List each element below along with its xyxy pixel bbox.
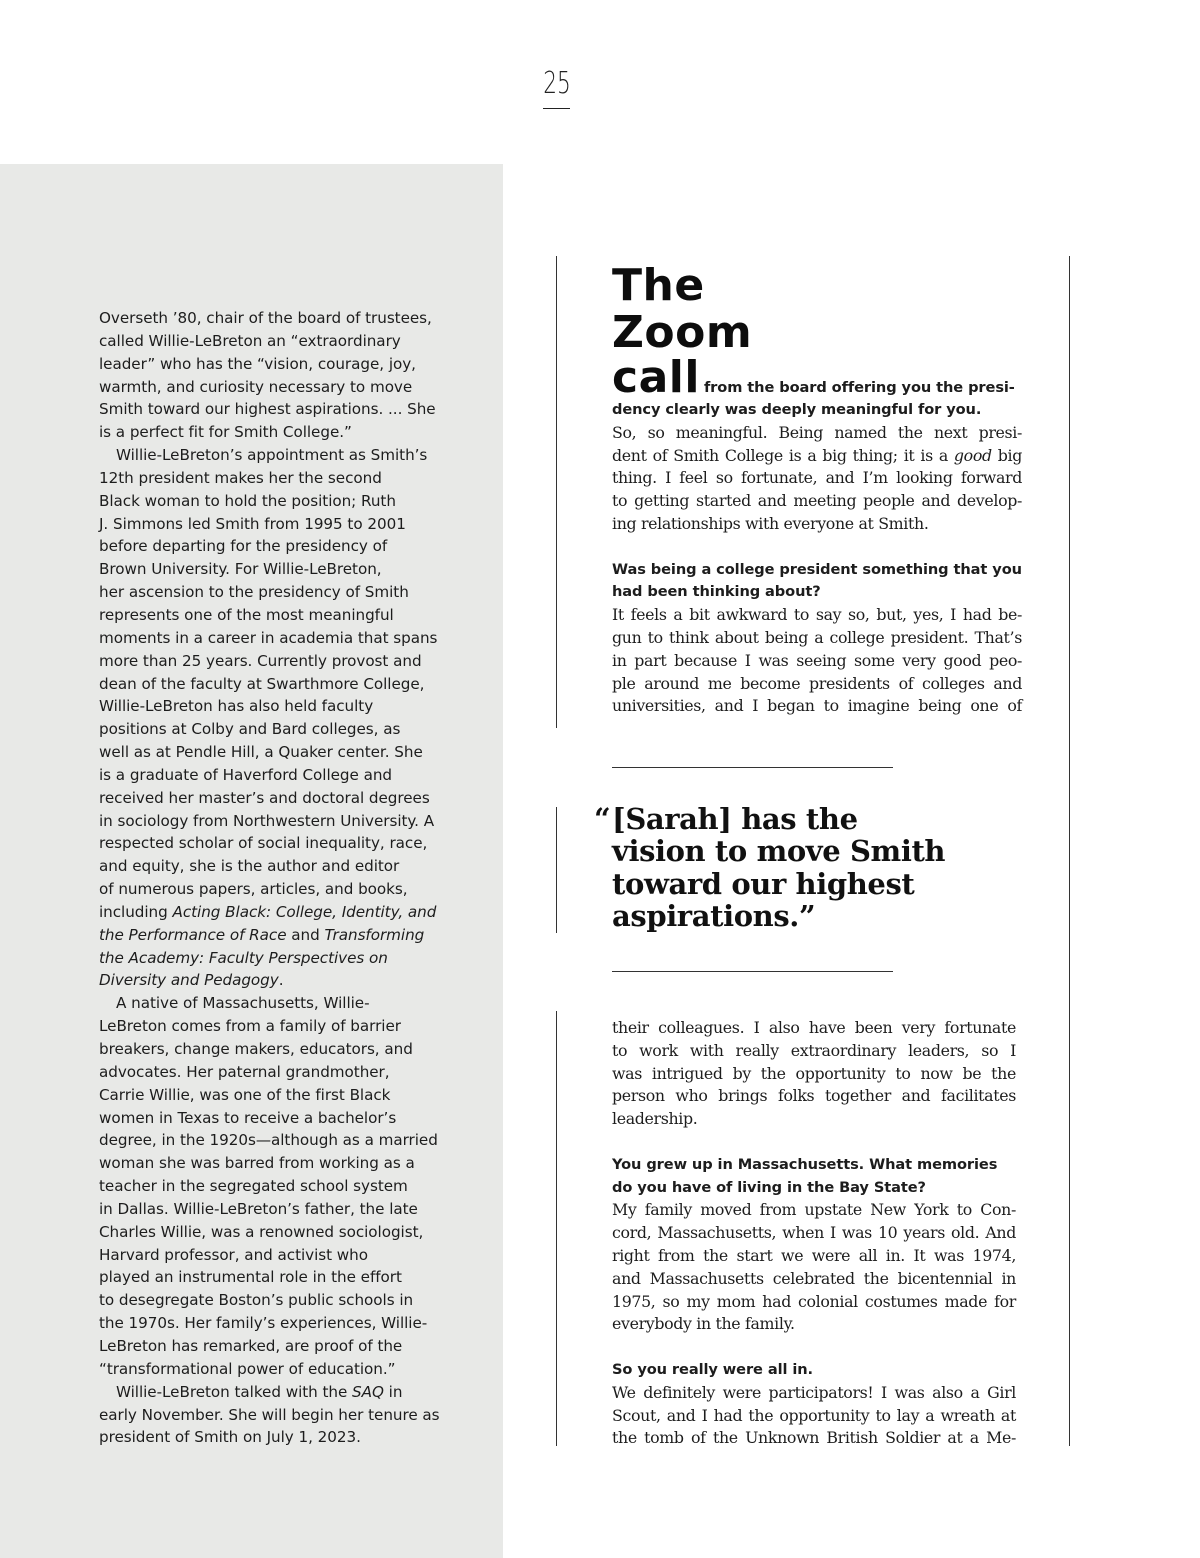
intro-line: Smith toward our highest aspirations. ... She [99, 400, 436, 419]
intro-line: 12th president makes her the second [99, 468, 382, 487]
headline-question-line [612, 352, 1015, 403]
intro-line: Overseth ’80, chair of the board of trustees, [99, 309, 432, 327]
answer-4 [612, 1382, 1016, 1450]
intro-line: well as at Pendle Hill, a Quaker center. She [99, 743, 423, 762]
intro-line: Black woman to hold the position; Ruth [99, 491, 396, 510]
intro-line: A native of Massachusetts, Willie- [116, 994, 370, 1013]
intro-line: degree, in the 1920s—although as a married [99, 1131, 438, 1150]
intro-line: respected scholar of social inequality, race, [99, 834, 428, 853]
pull-quote-line: [Sarah] has the [612, 802, 858, 836]
text-line: universities, and I began to imagine being one of [612, 696, 1022, 716]
text-line: gun to think about being a college president. That’s [612, 627, 1022, 647]
intro-line: president of Smith on July 1, 2023. [99, 1428, 361, 1447]
pull-quote-rule-bottom [612, 971, 893, 972]
intro-line: represents one of the most meaningful [99, 605, 394, 624]
text-line: So you really were all in. [612, 1360, 813, 1378]
pull-quote [594, 802, 946, 933]
headline-word-1: The [612, 260, 705, 311]
answer-2-continued [612, 1017, 1016, 1131]
text-line: right from the start we were all in. It was 1974, [612, 1245, 1016, 1265]
page-number: 25 [543, 66, 571, 101]
text-line: We definitely were participators! I was also a Girl [612, 1382, 1016, 1402]
text-line: to getting started and meeting people and develop- [612, 491, 1022, 511]
interview-headline [612, 262, 752, 356]
intro-line: women in Texas to receive a bachelor’s [99, 1108, 397, 1127]
text-line: cord, Massachusetts, when I was 10 years old. And [612, 1223, 1016, 1243]
text-line: 1975, so my mom had colonial costumes made for [612, 1291, 1016, 1311]
text-line: to work with really extraordinary leaders, so I [612, 1040, 1016, 1060]
pull-quote-open-mark: “ [594, 802, 611, 836]
intro-line: the Academy: Faculty Perspectives on [99, 948, 388, 967]
intro-line: dean of the faculty at Swarthmore College, [99, 674, 425, 693]
column-rule-right [1069, 256, 1070, 1446]
intro-line: her ascension to the presidency of Smith [99, 583, 409, 602]
intro-line: including Acting Black: College, Identity, and [99, 902, 437, 921]
intro-line: in sociology from Northwestern University. A [99, 811, 435, 830]
text-line: ple around me become presidents of colleges and [612, 673, 1022, 693]
text-line: do you have of living in the Bay State? [612, 1178, 926, 1196]
text-line: It feels a bit awkward to say so, but, yes, I had be- [612, 605, 1022, 625]
answer-1 [612, 422, 1022, 536]
column-rule-left-top [556, 256, 557, 728]
text-line: So, so meaningful. Being named the next presi- [612, 422, 1022, 442]
answer-3 [612, 1199, 1016, 1336]
intro-line: is a perfect fit for Smith College.” [99, 423, 352, 442]
question-4 [612, 1359, 1016, 1382]
intro-line: LeBreton comes from a family of barrier [99, 1017, 401, 1036]
question-1-start: from the board offering you the presi- [703, 379, 1015, 396]
intro-line: is a graduate of Haverford College and [99, 765, 393, 784]
text-line: Scout, and I had the opportunity to lay a wreath at [612, 1405, 1016, 1425]
text-line: My family moved from upstate New York to Con- [612, 1200, 1016, 1220]
intro-line: before departing for the presidency of [99, 537, 388, 556]
text-line: Was being a college president something that you [612, 560, 1022, 578]
text-line: in part because I was seeing some very good peo- [612, 650, 1022, 670]
question-2 [612, 559, 1022, 605]
intro-line: the Performance of Race and Transforming [99, 925, 425, 944]
text-line: their colleagues. I also have been very fortunate [612, 1018, 1016, 1037]
intro-line: woman she was barred from working as a [99, 1154, 415, 1173]
text-line: dent of Smith College is a big thing; it is a good big [612, 445, 1023, 465]
text-line: thing. I feel so fortunate, and I’m looking forward [612, 468, 1022, 488]
answer-2 [612, 604, 1022, 718]
intro-line: played an instrumental role in the effort [99, 1268, 402, 1287]
interview-column-bottom [612, 1017, 1016, 1450]
intro-line: Willie-LeBreton’s appointment as Smith’s [116, 446, 428, 465]
pull-quote-line: toward our highest [612, 866, 915, 901]
intro-line: received her master’s and doctoral degrees [99, 788, 430, 807]
headline-word-3: call [612, 352, 700, 403]
text-line: the tomb of the Unknown British Soldier at a Me- [612, 1428, 1016, 1448]
intro-article-column [99, 307, 451, 1449]
intro-line: breakers, change makers, educators, and [99, 1040, 413, 1058]
intro-line: in Dallas. Willie-LeBreton’s father, the late [99, 1199, 418, 1218]
text-line: and Massachusetts celebrated the bicentennial in [612, 1268, 1016, 1288]
intro-line: “transformational power of education.” [99, 1359, 396, 1378]
text-line: You grew up in Massachusetts. What memories [612, 1155, 998, 1173]
column-rule-left-bottom [556, 1011, 557, 1446]
text-line: had been thinking about? [612, 583, 821, 601]
text-line: everybody in the family. [612, 1314, 795, 1334]
text-line: leadership. [612, 1109, 698, 1129]
text-line: ing relationships with everyone at Smith. [612, 513, 929, 533]
question-1-end: dency clearly was deeply meaningful for you. [612, 401, 982, 418]
pull-quote-lines [612, 803, 945, 932]
intro-line: Carrie Willie, was one of the first Black [99, 1085, 391, 1104]
intro-line: Willie-LeBreton talked with the SAQ in [116, 1382, 403, 1401]
intro-line: teacher in the segregated school system [99, 1177, 408, 1196]
pull-quote-line: aspirations.” [612, 898, 816, 933]
pull-quote-rule-top [612, 767, 893, 768]
text-line: was intrigued by the opportunity to now be the [612, 1063, 1016, 1083]
intro-line: advocates. Her paternal grandmother, [99, 1062, 390, 1081]
intro-line: positions at Colby and Bard colleges, as [99, 720, 401, 739]
intro-line: Willie-LeBreton has also held faculty [99, 697, 374, 716]
page-number-underline [543, 108, 570, 109]
intro-line: warmth, and curiosity necessary to move [99, 377, 413, 396]
intro-line: J. Simmons led Smith from 1995 to 2001 [99, 514, 406, 533]
headline-word-2: Zoom [612, 307, 753, 358]
intro-line: moments in a career in academia that spans [99, 628, 438, 647]
intro-line: called Willie-LeBreton an “extraordinary [99, 331, 401, 350]
intro-line: Diversity and Pedagogy. [99, 971, 284, 990]
intro-line: early November. She will begin her tenure as [99, 1405, 440, 1424]
pull-quote-line: vision to move Smith [612, 834, 946, 869]
intro-line: the 1970s. Her family’s experiences, Willie- [99, 1314, 428, 1333]
intro-line: more than 25 years. Currently provost and [99, 651, 422, 670]
question-3 [612, 1154, 1016, 1200]
interview-column-top [612, 399, 1022, 718]
intro-line: Harvard professor, and activist who [99, 1245, 368, 1264]
intro-line: to desegregate Boston’s public schools in [99, 1291, 414, 1310]
intro-line: of numerous papers, articles, and books, [99, 880, 408, 899]
intro-line: LeBreton has remarked, are proof of the [99, 1336, 403, 1355]
text-line: person who brings folks together and facilitates [612, 1086, 1016, 1106]
intro-line: Brown University. For Willie-LeBreton, [99, 560, 382, 579]
pull-quote-rule [556, 807, 557, 933]
intro-line: leader” who has the “vision, courage, joy, [99, 354, 416, 373]
intro-line: Charles Willie, was a renowned sociologist, [99, 1222, 424, 1241]
intro-line: and equity, she is the author and editor [99, 857, 400, 876]
